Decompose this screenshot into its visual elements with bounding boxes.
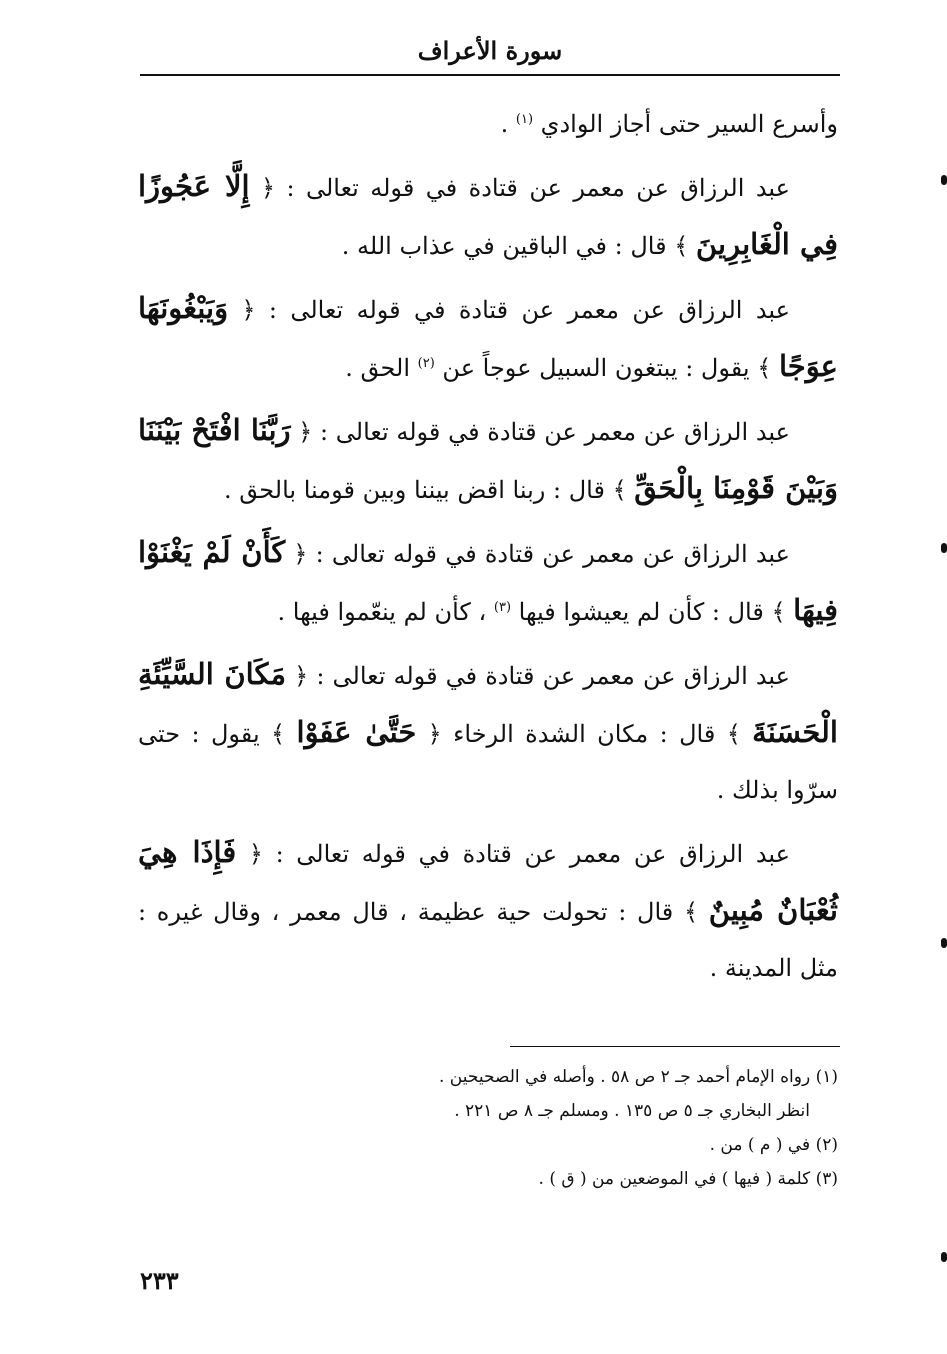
page-number: ٢٣٣: [140, 1266, 179, 1295]
paragraph-text: قال : كأن لم يعيشوا فيها: [518, 598, 764, 626]
ornate-bracket-open: ﴿: [260, 174, 276, 202]
ornate-bracket-open: ﴿: [241, 296, 256, 324]
paragraph-text: يقول : حتى سرّوا بذلك .: [138, 720, 838, 804]
paragraph-text: الحق .: [345, 354, 410, 382]
ornate-bracket-open: ﴿: [298, 418, 313, 446]
ornate-bracket-close: ﴾: [757, 354, 772, 382]
footnote-2: (٢) في ( م ) من .: [709, 1135, 838, 1155]
paragraph-7: [138, 824, 838, 996]
paragraph-text: ، كأن لم ينعّموا فيها .: [277, 598, 487, 626]
paragraph-text: .: [500, 110, 509, 138]
quran-verse: وَيَبْغُونَهَا عِوَجًا: [138, 291, 838, 383]
ornate-bracket-close: ﴾: [726, 720, 741, 748]
quran-verse: كَأَنْ لَمْ يَغْنَوْا فِيهَا: [138, 535, 838, 627]
footnote-ref-2[interactable]: (٢): [417, 356, 435, 371]
ornate-bracket-open: ﴿: [294, 662, 309, 690]
page-title: سورة الأعراف: [417, 36, 563, 65]
paragraph-text: قال : ربنا اقض بيننا وبين قومنا بالحق .: [224, 476, 605, 504]
footnotes: [140, 1060, 838, 1196]
narration-intro: عبد الرزاق عن معمر عن قتادة في قوله تعالى :: [312, 418, 790, 446]
footnote-divider: [510, 1046, 840, 1047]
ornate-bracket-close: ﴾: [612, 476, 627, 504]
paragraph-2: [138, 158, 838, 274]
footnote-ref-3[interactable]: (٣): [493, 600, 512, 615]
page-edge-mark: [941, 1252, 947, 1262]
main-text: [138, 96, 838, 1002]
ornate-bracket-close: ﴾: [683, 898, 699, 926]
paragraph-4: [138, 402, 838, 518]
narration-intro: عبد الرزاق عن معمر عن قتادة في قوله تعالى :: [255, 296, 790, 324]
footnote-1-continued: انظر البخاري جـ ٥ ص ١٣٥ . ومسلم جـ ٨ ص ٢٢١ .: [454, 1101, 810, 1121]
paragraph-5: [138, 524, 838, 640]
paragraph-text: وأسرع السير حتى أجاز الوادي: [540, 110, 838, 138]
page-edge-mark: [941, 175, 947, 185]
ornate-bracket-open: ﴿: [248, 840, 263, 868]
footnote-1: (١) رواه الإمام أحمد جـ ٢ ص ٥٨ . وأصله في الصحيحين .: [439, 1067, 838, 1087]
paragraph-text: يقول : يبتغون السبيل عوجاً عن: [442, 354, 750, 382]
paragraph-text: قال : مكان الشدة الرخاء: [441, 720, 716, 748]
quran-verse: رَبَّنَا افْتَحْ بَيْنَنَا وَبَيْنَ قَوْمِنَا بِالْحَقِّ: [138, 413, 838, 505]
paragraph-6: [138, 646, 838, 818]
paragraph-text: قال : تحولت حية عظيمة ، قال معمر ، وقال غيره : مثل المدينة .: [138, 898, 838, 982]
ornate-bracket-open: ﴿: [293, 540, 308, 568]
paragraph-text: قال : في الباقين في عذاب الله .: [341, 232, 667, 260]
paragraph-1: [138, 96, 838, 152]
narration-intro: عبد الرزاق عن معمر عن قتادة في قوله تعالى :: [262, 840, 790, 868]
footnote-3: (٣) كلمة ( فيها ) في الموضعين من ( ق ) .: [538, 1169, 838, 1189]
page-edge-mark: [941, 938, 947, 948]
paragraph-3: [138, 280, 838, 396]
footnote-ref-1[interactable]: (١): [515, 112, 534, 127]
quran-verse: حَتَّىٰ عَفَوْا: [296, 715, 417, 749]
quran-verse: مَكَانَ السَّيِّئَةِ الْحَسَنَةَ: [138, 657, 838, 749]
narration-intro: عبد الرزاق عن معمر عن قتادة في قوله تعالى :: [308, 662, 790, 690]
page-edge-mark: [941, 543, 947, 553]
header-divider: [140, 74, 840, 76]
ornate-bracket-close: ﴾: [271, 720, 286, 748]
ornate-bracket-open: ﴿: [427, 720, 442, 748]
quran-verse: إِلَّا عَجُوزًا فِي الْغَابِرِينَ: [138, 169, 838, 261]
ornate-bracket-close: ﴾: [771, 598, 786, 626]
narration-intro: عبد الرزاق عن معمر عن قتادة في قوله تعالى :: [275, 174, 790, 202]
quran-verse: فَإِذَا هِيَ ثُعْبَانٌ مُبِينٌ: [138, 835, 838, 927]
ornate-bracket-close: ﴾: [674, 232, 689, 260]
narration-intro: عبد الرزاق عن معمر عن قتادة في قوله تعالى :: [307, 540, 790, 568]
